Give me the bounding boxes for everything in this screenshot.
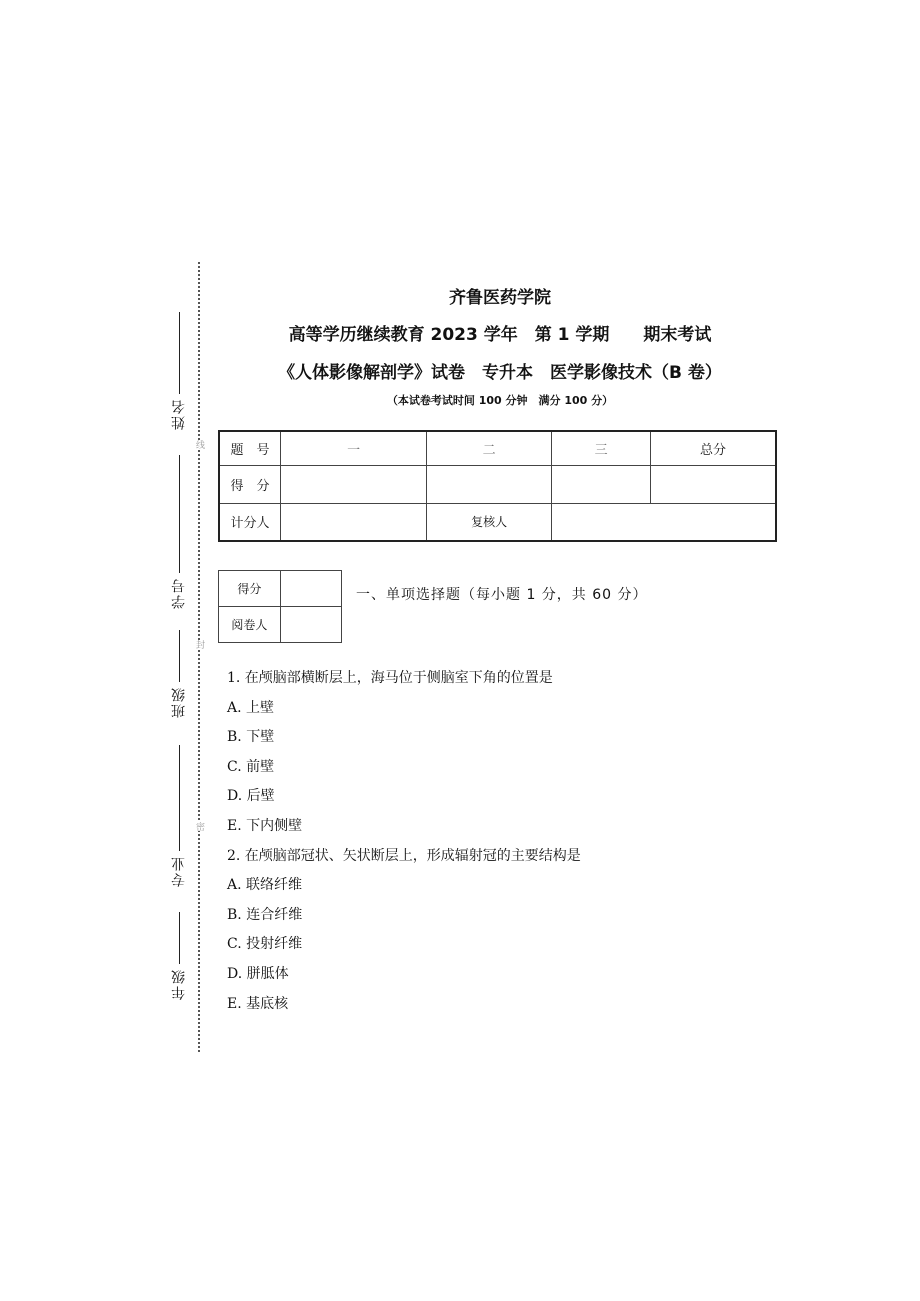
question-1-option-c[interactable]: C. 前壁 (227, 758, 275, 775)
reviewer-label: 复核人 (427, 503, 552, 541)
student-id-label: 学号 (171, 577, 187, 609)
name-underline (179, 312, 180, 394)
question-1-stem: 1. 在颅脑部横断层上，海马位于侧脑室下角的位置是 (227, 670, 553, 686)
question-list (227, 664, 787, 1019)
question-2-option-a[interactable]: A. 联络纤维 (227, 877, 303, 894)
grader-label: 阅卷人 (219, 607, 281, 643)
score-table (218, 430, 777, 542)
question-2-stem: 2. 在颅脑部冠状、矢状断层上，形成辐射冠的主要结构是 (227, 847, 581, 864)
scorer-label: 计分人 (219, 503, 281, 541)
exam-note: （本试卷考试时间 100 分钟 满分 100 分） (386, 394, 614, 407)
section-score-label: 得分 (219, 571, 281, 607)
question-2-option-b[interactable]: B. 连合纤维 (227, 906, 303, 923)
course-title: 《人体影像解剖学》试卷 专升本 医学影像技术（B 卷） (278, 363, 722, 383)
question-number-label: 题 号 (219, 431, 281, 465)
question-2-option-e[interactable]: E. 基底核 (227, 995, 289, 1012)
question-number-row (219, 431, 776, 465)
score-cell-total[interactable] (651, 465, 777, 503)
reviewer-cell[interactable] (552, 503, 776, 541)
section-score-cell[interactable] (280, 571, 341, 607)
section-score-box (218, 570, 342, 643)
major-label: 专业 (171, 855, 187, 887)
score-cell-three[interactable] (552, 465, 651, 503)
score-row (219, 465, 776, 503)
question-1-option-a[interactable]: A. 上壁 (227, 699, 275, 716)
name-field[interactable] (168, 312, 190, 430)
major-underline (179, 745, 180, 851)
student-id-underline (179, 455, 180, 573)
cut-mark-seal: 封 (194, 640, 204, 649)
score-cell-two[interactable] (427, 465, 552, 503)
term-title: 高等学历继续教育 2023 学年 第 1 学期 期末考试 (288, 325, 712, 345)
column-three: 三 (552, 431, 651, 465)
scorer-cell[interactable] (281, 503, 427, 541)
question-2-option-c[interactable]: C. 投射纤维 (227, 936, 303, 953)
signature-row (219, 503, 776, 541)
question-1-option-b[interactable]: B. 下壁 (227, 729, 275, 746)
cut-mark-line: 线 (194, 440, 204, 449)
column-one: 一 (281, 431, 427, 465)
column-total: 总分 (651, 431, 777, 465)
cut-mark-secret: 密 (194, 822, 204, 831)
score-label: 得 分 (219, 465, 281, 503)
question-2-option-d[interactable]: D. 胼胝体 (227, 965, 289, 982)
grade-field[interactable] (168, 912, 190, 1000)
class-underline (179, 630, 180, 682)
section-one-title: 一、单项选择题（每小题 1 分，共 60 分） (356, 587, 648, 603)
major-field[interactable] (168, 745, 190, 887)
class-label: 班级 (171, 686, 187, 718)
name-label: 姓名 (171, 398, 187, 430)
score-cell-one[interactable] (281, 465, 427, 503)
grader-cell[interactable] (280, 607, 341, 643)
question-1-option-e[interactable]: E. 下内侧壁 (227, 817, 303, 834)
column-two: 二 (427, 431, 552, 465)
grade-underline (179, 912, 180, 964)
grade-label: 年级 (171, 968, 187, 1000)
question-1-option-d[interactable]: D. 后壁 (227, 788, 275, 805)
school-title: 齐鲁医药学院 (449, 288, 551, 308)
class-field[interactable] (168, 630, 190, 718)
student-id-field[interactable] (168, 455, 190, 609)
